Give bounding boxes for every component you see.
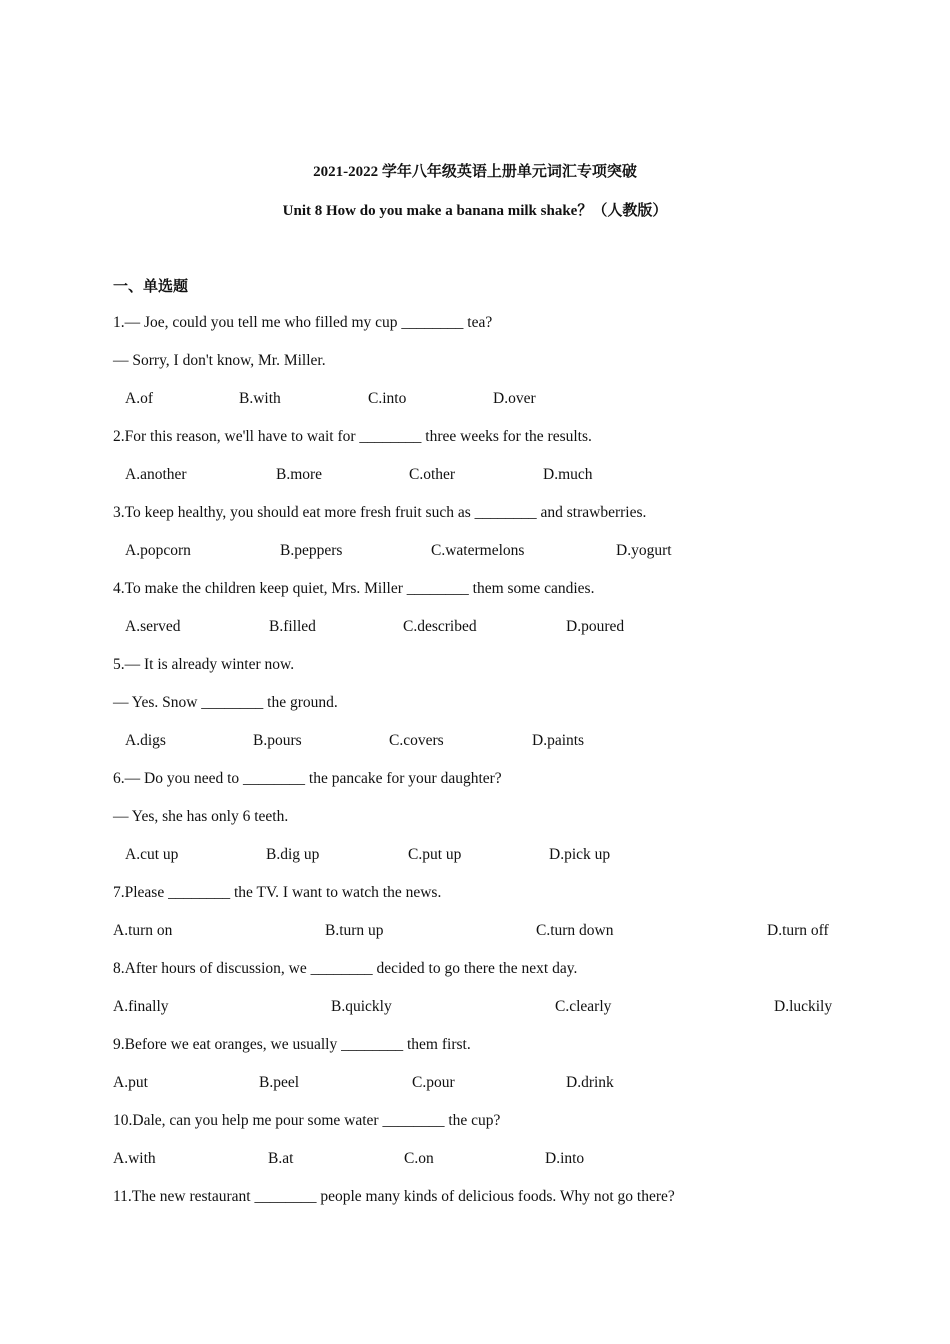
option-d: D.pick up bbox=[549, 846, 611, 863]
section-heading: 一、单选题 bbox=[113, 279, 189, 295]
option-d: D.much bbox=[543, 466, 593, 483]
question-8-stem: 8.After hours of discussion, we ________ decided to go there the next day. bbox=[113, 960, 578, 977]
option-b: B.at bbox=[268, 1150, 294, 1167]
option-d: D.over bbox=[493, 390, 536, 407]
option-b: B.peel bbox=[259, 1074, 300, 1091]
question-9-stem: 9.Before we eat oranges, we usually ________ them first. bbox=[113, 1036, 471, 1053]
option-c: C.turn down bbox=[536, 922, 614, 939]
document-subtitle: Unit 8 How do you make a banana milk shake？（人教版） bbox=[282, 203, 668, 219]
question-10-stem: 10.Dale, can you help me pour some water ________ the cup? bbox=[113, 1112, 501, 1129]
option-b: B.turn up bbox=[325, 922, 384, 939]
option-b: B.peppers bbox=[280, 542, 343, 559]
option-b: B.more bbox=[276, 466, 323, 483]
question-6-stem: 6.— Do you need to ________ the pancake for your daughter? bbox=[113, 770, 502, 787]
option-c: C.clearly bbox=[555, 998, 612, 1015]
option-b: B.with bbox=[239, 390, 281, 407]
option-c: C.pour bbox=[412, 1074, 455, 1091]
question-1-stem: 1.— Joe, could you tell me who filled my cup ________ tea? bbox=[113, 314, 493, 331]
option-b: B.dig up bbox=[266, 846, 320, 863]
question-11-stem: 11.The new restaurant ________ people many kinds of delicious foods. Why not go there? bbox=[113, 1188, 675, 1205]
option-a: A.finally bbox=[113, 998, 169, 1015]
option-a: A.popcorn bbox=[125, 542, 191, 559]
question-6-reply: — Yes, she has only 6 teeth. bbox=[113, 808, 289, 825]
option-a: A.digs bbox=[125, 732, 166, 749]
option-a: A.put bbox=[113, 1074, 148, 1091]
option-d: D.drink bbox=[566, 1074, 614, 1091]
option-c: C.on bbox=[404, 1150, 434, 1167]
document-title: 2021-2022 学年八年级英语上册单元词汇专项突破 bbox=[313, 164, 637, 180]
question-1-reply: — Sorry, I don't know, Mr. Miller. bbox=[113, 352, 326, 369]
option-d: D.luckily bbox=[774, 998, 833, 1015]
question-5-reply: — Yes. Snow ________ the ground. bbox=[113, 694, 338, 711]
option-c: C.watermelons bbox=[431, 542, 525, 559]
option-b: B.pours bbox=[253, 732, 302, 749]
question-2-stem: 2.For this reason, we'll have to wait for ________ three weeks for the results. bbox=[113, 428, 592, 445]
option-c: C.covers bbox=[389, 732, 444, 749]
option-a: A.another bbox=[125, 466, 187, 483]
option-d: D.into bbox=[545, 1150, 585, 1167]
option-d: D.paints bbox=[532, 732, 585, 749]
option-c: C.put up bbox=[408, 846, 462, 863]
question-3-stem: 3.To keep healthy, you should eat more fresh fruit such as ________ and strawberries. bbox=[113, 504, 647, 521]
option-d: D.poured bbox=[566, 618, 625, 635]
option-a: A.with bbox=[113, 1150, 156, 1167]
option-b: B.filled bbox=[269, 618, 316, 635]
question-5-stem: 5.— It is already winter now. bbox=[113, 656, 295, 673]
option-b: B.quickly bbox=[331, 998, 392, 1015]
question-7-stem: 7.Please ________ the TV. I want to watch the news. bbox=[113, 884, 442, 901]
option-c: C.other bbox=[409, 466, 456, 483]
question-4-stem: 4.To make the children keep quiet, Mrs. Miller ________ them some candies. bbox=[113, 580, 595, 597]
option-d: D.turn off bbox=[767, 922, 829, 939]
option-a: A.of bbox=[125, 390, 153, 407]
option-d: D.yogurt bbox=[616, 542, 672, 559]
option-a: A.cut up bbox=[125, 846, 179, 863]
option-c: C.described bbox=[403, 618, 477, 635]
option-a: A.turn on bbox=[113, 922, 173, 939]
option-c: C.into bbox=[368, 390, 407, 407]
option-a: A.served bbox=[125, 618, 181, 635]
